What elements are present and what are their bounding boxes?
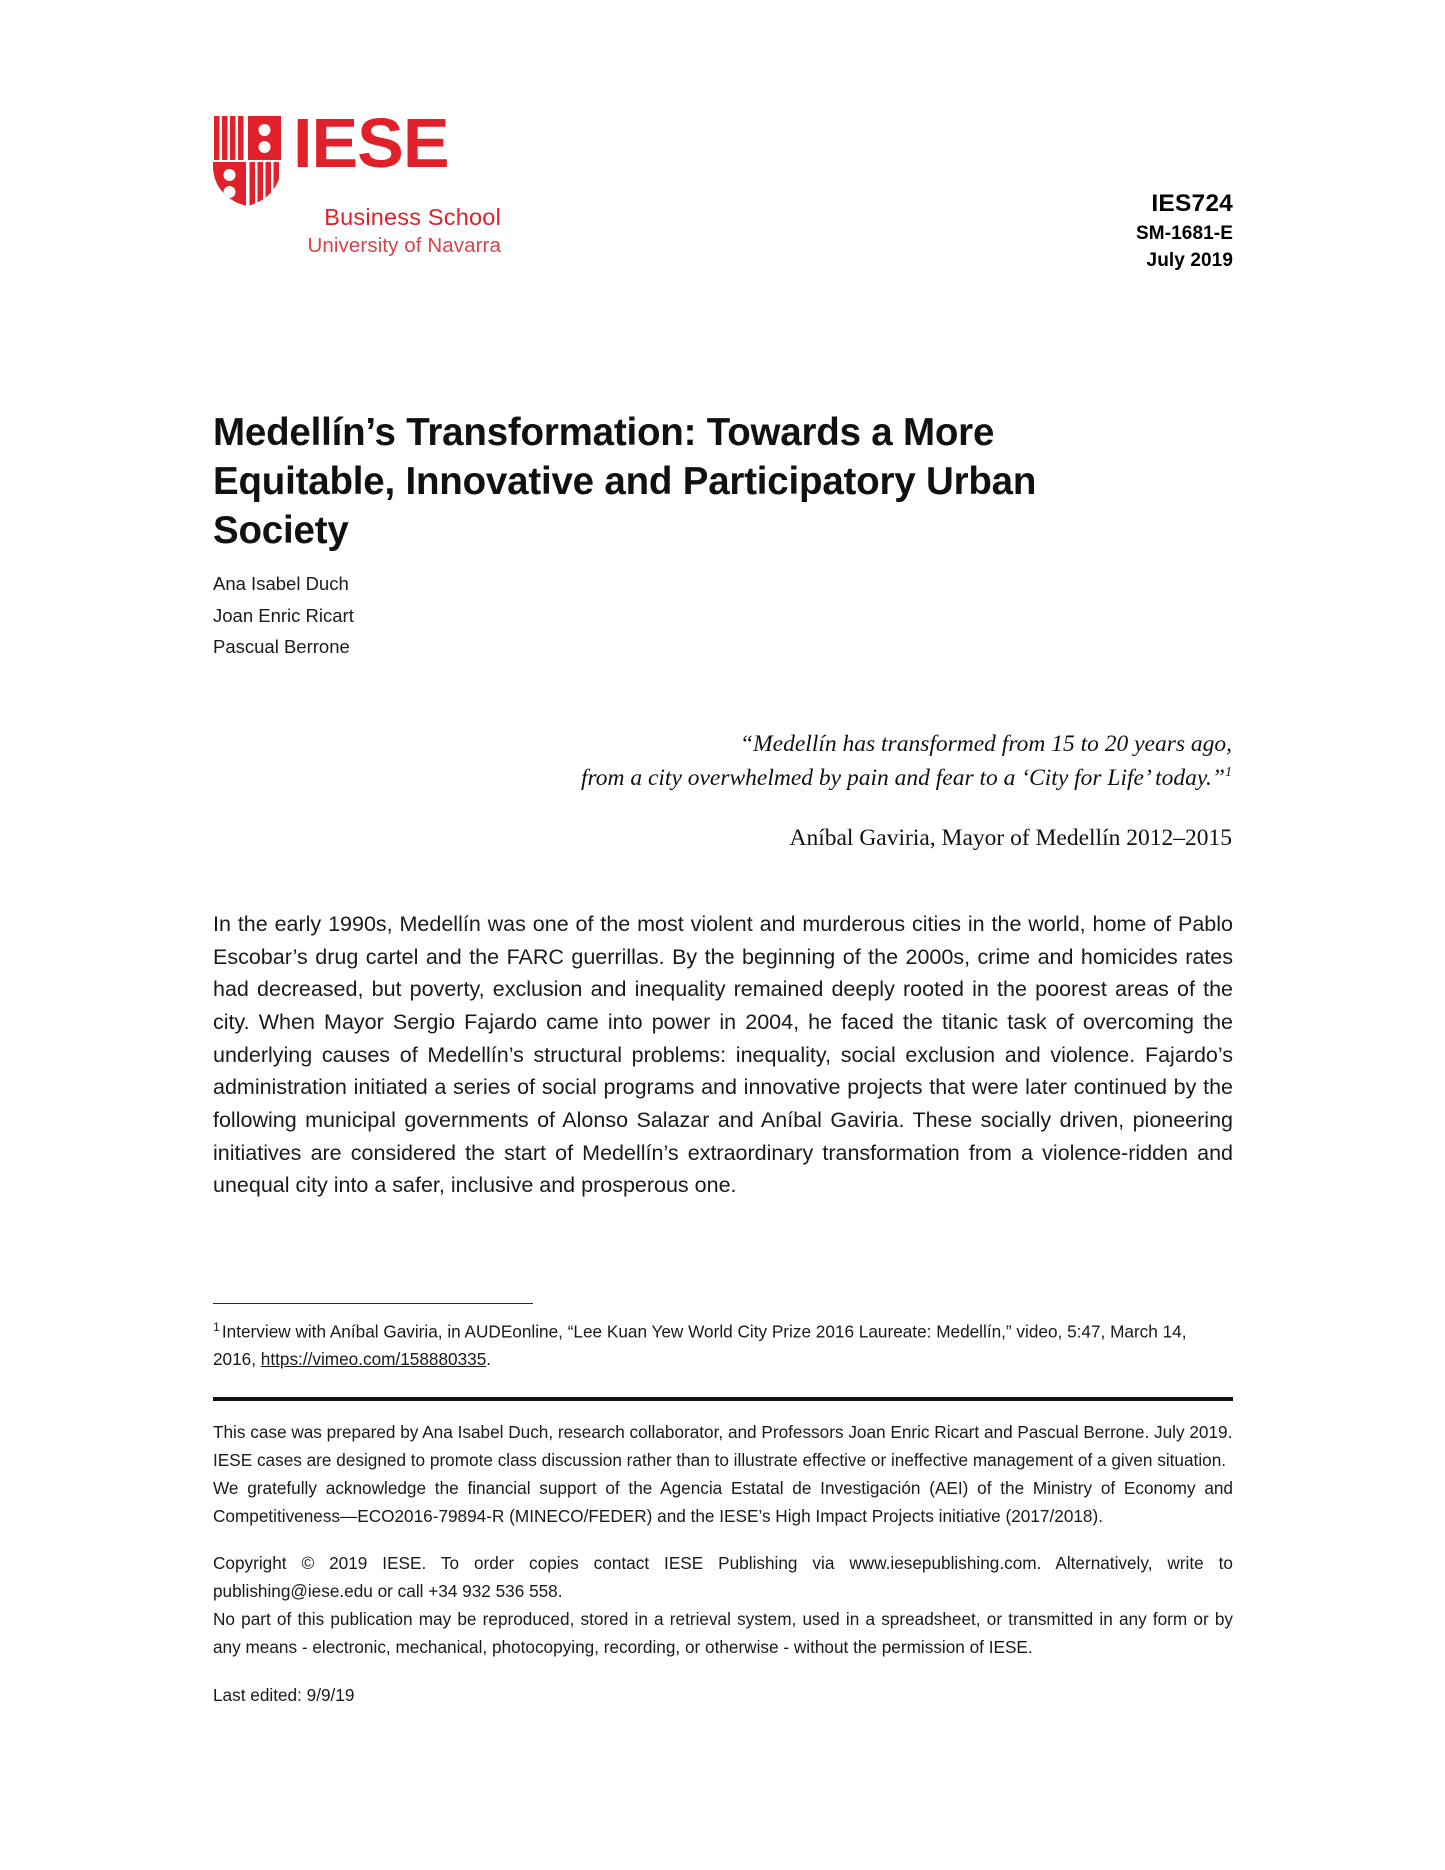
iese-wordmark: IESE bbox=[293, 104, 449, 182]
spacer bbox=[213, 1662, 1233, 1682]
document-codes bbox=[1136, 188, 1233, 275]
document-date: July 2019 bbox=[1146, 250, 1233, 272]
author-list bbox=[213, 575, 633, 670]
author-name: Ana Isabel Duch bbox=[213, 573, 349, 594]
logo-tagline-university: University of Navarra bbox=[307, 234, 501, 257]
iese-logo bbox=[213, 104, 503, 258]
epigraph-attribution: Aníbal Gaviria, Mayor of Medellín 2012–2015 bbox=[789, 825, 1232, 852]
footnote-text: Interview with Aníbal Gaviria, in AUDEonline, “Lee Kuan Yew World City Prize 2016 Laureate: Medellín,” video, 5:47, March 14, 2016, bbox=[213, 1321, 1187, 1370]
footnote bbox=[213, 1318, 1233, 1374]
footnote-text-end: . bbox=[486, 1349, 492, 1370]
logo-tagline-business-school: Business School bbox=[324, 204, 501, 230]
colophon-separator bbox=[213, 1397, 1233, 1401]
colophon-reproduction: No part of this publication may be reproduced, stored in a retrieval system, used in a spreadsheet, or transmitted in any form or by any means - electronic, mechanical, photocopying, recording, or otherwise - without the permission of IESE. bbox=[213, 1609, 1233, 1658]
epigraph-quote bbox=[340, 727, 1232, 795]
page-title: Medellín’s Transformation: Towards a More Equitable, Innovative and Participatory Urban Society bbox=[213, 410, 1037, 553]
author-name: Joan Enric Ricart bbox=[213, 604, 354, 626]
document-code: IES724 bbox=[1151, 190, 1233, 217]
colophon-copyright: Copyright © 2019 IESE. To order copies contact IESE Publishing via www.iesepublishing.com. Alternatively, write to publishing@iese.edu or call +34 932 536 558. bbox=[213, 1553, 1233, 1602]
colophon-purpose: IESE cases are designed to promote class discussion rather than to illustrate effective or ineffective management of a given situation. bbox=[213, 1449, 1227, 1470]
document-header bbox=[0, 104, 1445, 278]
footnote-link[interactable]: https://vimeo.com/158880335 bbox=[260, 1349, 487, 1370]
footnote-separator bbox=[213, 1303, 533, 1304]
footnote-marker: 1 bbox=[213, 1320, 220, 1334]
colophon-prepared-by: This case was prepared by Ana Isabel Duch, research collaborator, and Professors Joan Enric Ricart and Pascual Berrone. July 2019. bbox=[213, 1422, 1233, 1442]
colophon-funding: We gratefully acknowledge the financial support of the Agencia Estatal de Investigación (AEI) of the Ministry of Economy and Competitiveness—ECO2016-79894-R (MINECO/FEDER) and the IESE’s High Impact Projects initiative (2017/2018). bbox=[213, 1477, 1233, 1526]
body-paragraph: In the early 1990s, Medellín was one of the most violent and murderous cities in the world, home of Pablo Escobar’s drug cartel and the FARC guerrillas. By the beginning of the 2000s, crime and homicides rates had decreased, but poverty, exclusion and inequality remained deeply rooted in the poorest areas of the city. When Mayor Sergio Fajardo came into power in 2004, he faced the titanic task of overcoming the underlying causes of Medellín’s structural problems: inequality, social exclusion and violence. Fajardo’s administration initiated a series of social programs and innovative projects that were later continued by the following municipal governments of Alonso Salazar and Aníbal Gaviria. These socially driven, pioneering initiatives are considered the start of Medellín’s extraordinary transformation from a violence-ridden and unequal city into a safer, inclusive and prosperous one. bbox=[213, 912, 1233, 1198]
colophon-last-edited: Last edited: 9/9/19 bbox=[213, 1684, 355, 1705]
iese-shield-icon bbox=[213, 116, 281, 206]
spacer bbox=[213, 1530, 1233, 1550]
document-reference: SM-1681-E bbox=[1136, 222, 1233, 244]
epigraph-quote-line1: “Medellín has transformed from 15 to 20 years ago, bbox=[740, 731, 1232, 757]
epigraph-quote-line2: from a city overwhelmed by pain and fear to a ‘City for Life’ today.” bbox=[580, 765, 1225, 792]
epigraph bbox=[340, 727, 1232, 852]
epigraph-footnote-marker: 1 bbox=[1224, 764, 1232, 781]
author-name: Pascual Berrone bbox=[213, 636, 350, 657]
colophon bbox=[213, 1419, 1233, 1710]
